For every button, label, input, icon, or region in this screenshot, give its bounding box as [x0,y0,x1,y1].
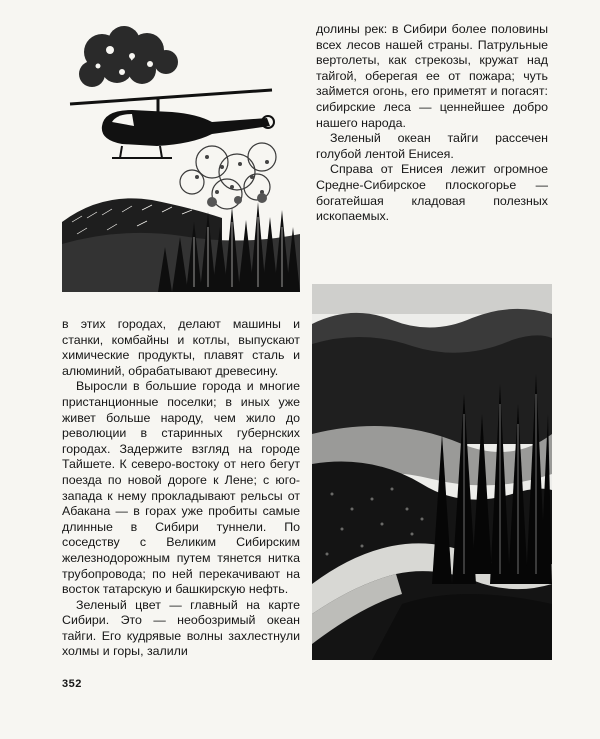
paragraph: Выросли в большие города и многие пристанционные поселки; в иных уже живет больше народу, чем жило до революции в старинных губернских городах. Задержите взгляд на городе Тайшете. К северо-востоку от него бегут поезда по новой дороге к Лене; с юго-запада к нему прокладывают рельсы от Абакана — в горах уже пробиты самые длинные в Сибири туннели. По соседству с Великим Сибирским железнодорожным путем тянется нитка трубопровода; по ней перекачивают на восток татарскую и башкирскую нефть. [62,379,300,597]
paragraph: Справа от Енисея лежит огромное Средне-Сибирское плоскогорье — богатейшая кладовая полезных ископаемых. [316,162,548,224]
paragraph: долины рек: в Сибири более половины всех лесов нашей страны. Патрульные вертолеты, как стрекозы, кружат над тайгой, оберегая ее от пожара; чуть займется огонь, его приметят и погасят: сибирские леса — ценнейшее добро нашего народа. [316,22,548,130]
text-column-top-right [316,22,548,225]
paragraph: Зеленый океан тайги рассечен голубой лентой Енисея. [316,131,548,161]
paragraph: в этих городах, делают машины и станки, комбайны и котлы, выпускают химические продукты, плавят сталь и алюминий, обрабатывают древесину. [62,317,300,378]
paragraph: Зеленый цвет — главный на карте Сибири. Это — необозримый океан тайги. Его кудрявые волны захлестнули холмы и горы, залили [62,597,300,659]
helicopter-forest-fire-illustration [62,22,300,292]
page-number: 352 [62,678,82,690]
text-column-bottom-left [62,317,300,660]
taiga-river-photograph [312,284,552,660]
